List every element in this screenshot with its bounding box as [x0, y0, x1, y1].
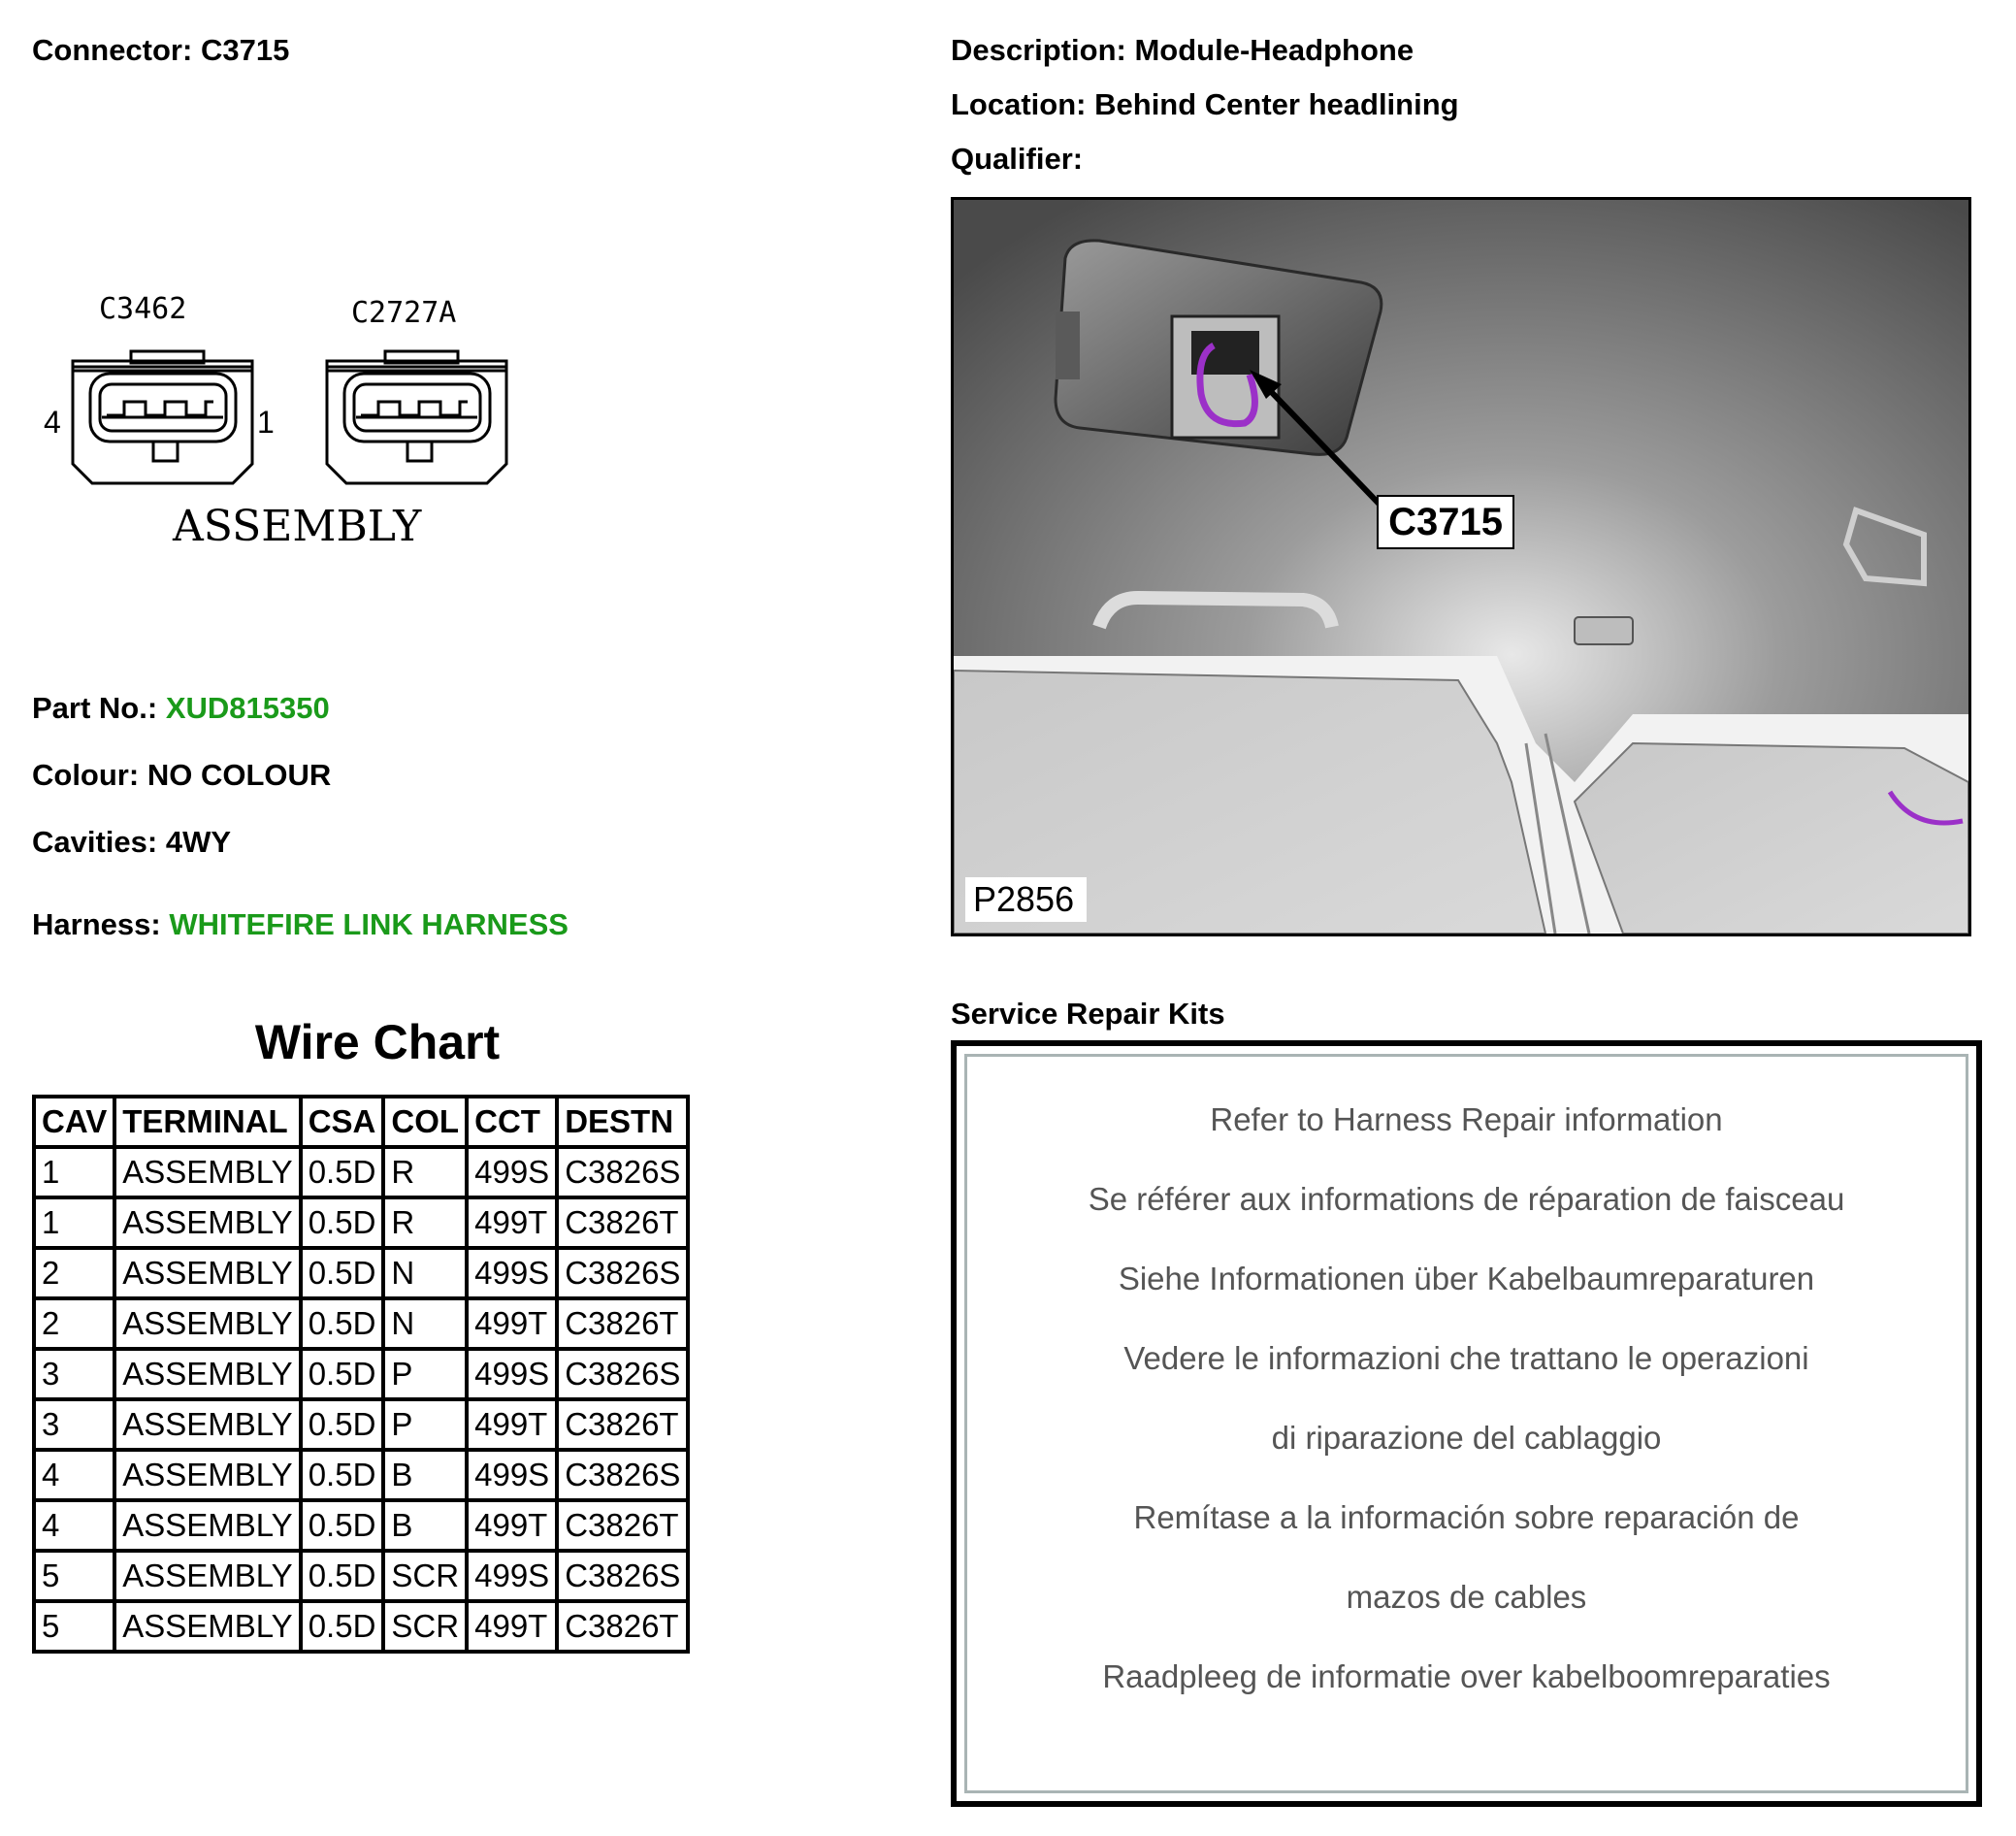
table-cell-cav: 1 [34, 1147, 114, 1197]
service-repair-kits-inner [964, 1054, 1968, 1793]
qualifier-label: Qualifier: [951, 142, 1084, 176]
location-label: Location: [951, 87, 1087, 121]
table-row [34, 1197, 688, 1248]
repair-info-line: Siehe Informationen über Kabelbaumreparaturen [1118, 1261, 1815, 1296]
table-cell-csa: 0.5D [301, 1147, 384, 1197]
description-line [951, 33, 1414, 68]
table-row [34, 1601, 688, 1652]
table-cell-destn: C3826T [557, 1399, 688, 1450]
table-cell-cav: 2 [34, 1298, 114, 1349]
right-connector-body [327, 351, 506, 483]
drawing-caption: ASSEMBLY [173, 502, 422, 551]
table-cell-terminal: ASSEMBLY [114, 1399, 300, 1450]
cavities-label: Cavities: [32, 825, 158, 859]
table-cell-cav: 3 [34, 1399, 114, 1450]
table-cell-destn: C3826S [557, 1349, 688, 1399]
table-cell-csa: 0.5D [301, 1399, 384, 1450]
table-cell-cav: 2 [34, 1248, 114, 1298]
table-cell-cav: 5 [34, 1551, 114, 1601]
table-cell-cct: 499S [467, 1349, 557, 1399]
table-cell-csa: 0.5D [301, 1450, 384, 1500]
table-cell-csa: 0.5D [301, 1601, 384, 1652]
connector-line [32, 33, 289, 68]
table-cell-cav: 1 [34, 1197, 114, 1248]
table-cell-destn: C3826S [557, 1551, 688, 1601]
photo-callout-label: C3715 [1388, 501, 1503, 543]
repair-info-line: Se référer aux informations de réparation de faisceau [1088, 1181, 1845, 1217]
table-cell-cav: 4 [34, 1450, 114, 1500]
part-no-link[interactable]: XUD815350 [165, 691, 330, 725]
table-cell-cct: 499S [467, 1147, 557, 1197]
table-cell-cct: 499T [467, 1298, 557, 1349]
table-cell-cct: 499T [467, 1399, 557, 1450]
table-row [34, 1349, 688, 1399]
table-cell-cct: 499T [467, 1500, 557, 1551]
service-repair-kits-box [951, 1040, 1982, 1807]
harness-link[interactable]: WHITEFIRE LINK HARNESS [169, 907, 569, 941]
connector-value: C3715 [200, 33, 290, 67]
description-label: Description: [951, 33, 1126, 67]
table-cell-terminal: ASSEMBLY [114, 1197, 300, 1248]
table-cell-terminal: ASSEMBLY [114, 1500, 300, 1551]
table-cell-csa: 0.5D [301, 1248, 384, 1298]
table-cell-cct: 499S [467, 1551, 557, 1601]
part-no-line [32, 691, 330, 726]
repair-info-line: mazos de cables [1346, 1579, 1587, 1615]
column-header-cav: CAV [34, 1097, 114, 1147]
pin-1-label: 1 [257, 405, 275, 440]
table-cell-terminal: ASSEMBLY [114, 1248, 300, 1298]
table-cell-cav: 4 [34, 1500, 114, 1551]
table-row [34, 1147, 688, 1197]
connector-face-drawing [39, 281, 543, 582]
table-cell-terminal: ASSEMBLY [114, 1147, 300, 1197]
column-header-destn: DESTN [557, 1097, 688, 1147]
colour-label: Colour: [32, 758, 140, 792]
table-row [34, 1298, 688, 1349]
table-cell-destn: C3826T [557, 1601, 688, 1652]
right-connector-label: C2727A [351, 296, 457, 330]
left-connector-body [73, 351, 252, 483]
table-cell-terminal: ASSEMBLY [114, 1298, 300, 1349]
column-header-col: COL [383, 1097, 467, 1147]
harness-line [32, 907, 569, 942]
table-cell-cct: 499S [467, 1248, 557, 1298]
wire-chart-header-row [34, 1097, 688, 1147]
table-cell-csa: 0.5D [301, 1197, 384, 1248]
repair-info-line: Refer to Harness Repair information [1210, 1101, 1723, 1137]
table-cell-cav: 3 [34, 1349, 114, 1399]
table-cell-col: SCR [383, 1551, 467, 1601]
table-row [34, 1450, 688, 1500]
table-cell-col: R [383, 1197, 467, 1248]
table-cell-destn: C3826T [557, 1500, 688, 1551]
location-line [951, 87, 1459, 122]
repair-info-line: Raadpleeg de informatie over kabelboomreparaties [1102, 1658, 1831, 1694]
table-cell-csa: 0.5D [301, 1551, 384, 1601]
table-cell-cav: 5 [34, 1601, 114, 1652]
table-cell-destn: C3826T [557, 1298, 688, 1349]
table-cell-cct: 499S [467, 1450, 557, 1500]
cavities-line [32, 825, 231, 860]
colour-value: NO COLOUR [146, 758, 332, 792]
table-cell-terminal: ASSEMBLY [114, 1450, 300, 1500]
location-photo [951, 197, 1971, 936]
table-cell-col: SCR [383, 1601, 467, 1652]
table-cell-col: B [383, 1450, 467, 1500]
table-row [34, 1500, 688, 1551]
part-no-label: Part No.: [32, 691, 158, 725]
service-repair-kits-title: Service Repair Kits [951, 997, 1225, 1031]
repair-info-line: di riparazione del cablaggio [1271, 1420, 1662, 1456]
table-cell-destn: C3826S [557, 1147, 688, 1197]
column-header-cct: CCT [467, 1097, 557, 1147]
qualifier-line [951, 142, 1083, 177]
table-cell-cct: 499T [467, 1601, 557, 1652]
table-row [34, 1248, 688, 1298]
table-cell-col: N [383, 1248, 467, 1298]
harness-label: Harness: [32, 907, 161, 941]
location-value: Behind Center headlining [1094, 87, 1459, 121]
table-cell-col: P [383, 1349, 467, 1399]
table-cell-csa: 0.5D [301, 1500, 384, 1551]
column-header-terminal: TERMINAL [114, 1097, 300, 1147]
connector-label: Connector: [32, 33, 193, 67]
table-cell-destn: C3826S [557, 1248, 688, 1298]
colour-line [32, 758, 331, 793]
table-cell-csa: 0.5D [301, 1349, 384, 1399]
column-header-csa: CSA [301, 1097, 384, 1147]
pin-4-label: 4 [44, 405, 61, 440]
table-cell-terminal: ASSEMBLY [114, 1551, 300, 1601]
description-value: Module-Headphone [1134, 33, 1414, 67]
left-connector-label: C3462 [99, 292, 187, 326]
repair-info-line: Remítase a la información sobre reparación de [1133, 1499, 1800, 1535]
table-row [34, 1551, 688, 1601]
table-cell-cct: 499T [467, 1197, 557, 1248]
repair-info-line: Vedere le informazioni che trattano le operazioni [1123, 1340, 1809, 1376]
wire-chart-title: Wire Chart [254, 1015, 501, 1069]
table-cell-destn: C3826T [557, 1197, 688, 1248]
table-row [34, 1399, 688, 1450]
wire-chart-table [32, 1095, 690, 1654]
table-cell-destn: C3826S [557, 1450, 688, 1500]
table-cell-col: R [383, 1147, 467, 1197]
table-cell-terminal: ASSEMBLY [114, 1349, 300, 1399]
table-cell-col: N [383, 1298, 467, 1349]
table-cell-col: B [383, 1500, 467, 1551]
table-cell-terminal: ASSEMBLY [114, 1601, 300, 1652]
table-cell-csa: 0.5D [301, 1298, 384, 1349]
photo-reference-label: P2856 [973, 879, 1075, 919]
table-cell-col: P [383, 1399, 467, 1450]
cavities-value: 4WY [165, 825, 232, 859]
